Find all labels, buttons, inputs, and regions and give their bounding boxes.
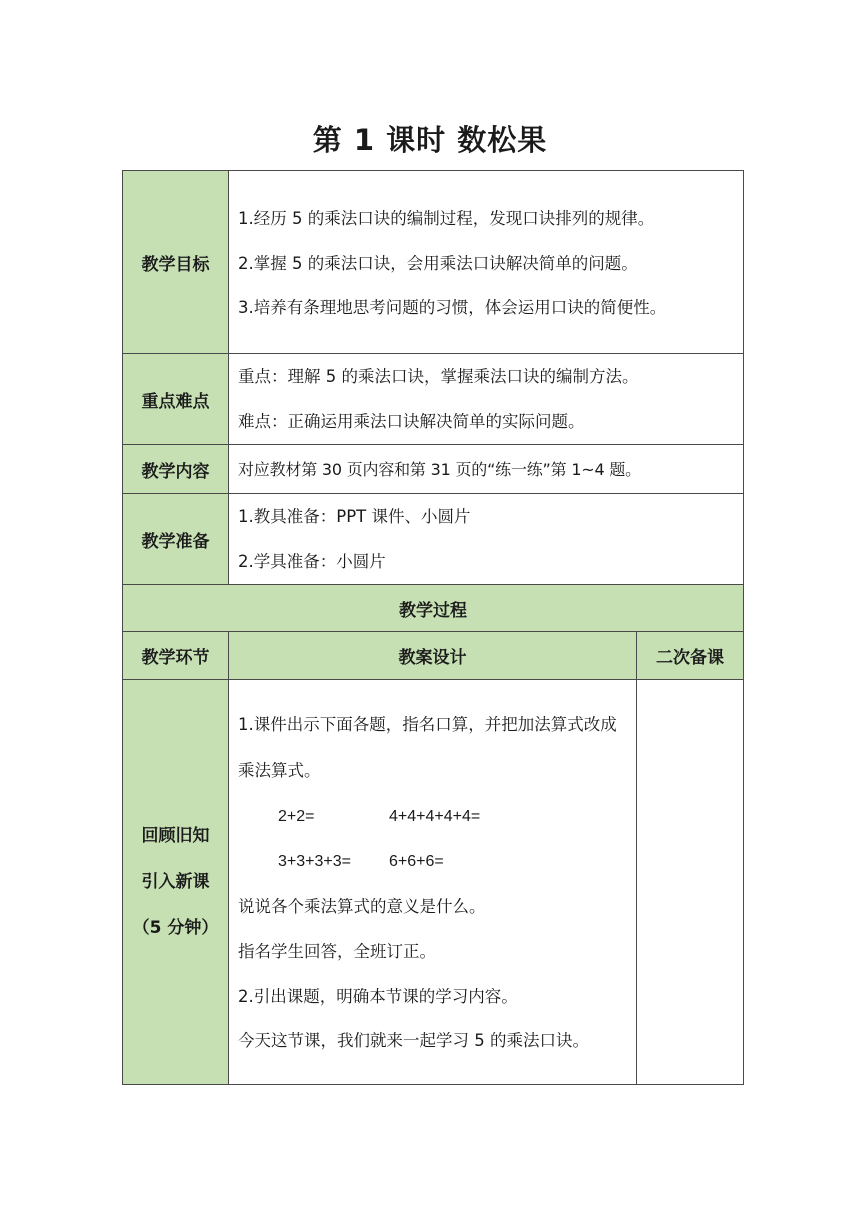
column-stage: 教学环节: [123, 632, 229, 680]
preparation-row: [123, 494, 744, 585]
key-points-label: 重点难点: [123, 354, 229, 445]
stage-label-line: 引入新课: [141, 872, 210, 892]
design-line: 1.课件出示下面各题，指名口算，并把加法算式改成乘法算式。: [238, 714, 617, 780]
lesson-plan-table: [122, 170, 744, 1085]
stage-label-line: （5 分钟）: [132, 918, 219, 938]
column-revision: 二次备课: [637, 632, 744, 680]
objective-item: 1.经历 5 的乘法口诀的编制过程，发现口诀排列的规律。: [238, 208, 655, 228]
page-title: 第 1 课时 数松果: [312, 123, 548, 157]
stage-review-row: [123, 680, 744, 1085]
objective-item: 2.掌握 5 的乘法口诀，会用乘法口诀解决简单的问题。: [238, 253, 638, 273]
objective-item: 3.培养有条理地思考问题的习惯，体会运用口诀的简便性。: [238, 297, 667, 317]
process-header: 教学过程: [123, 585, 744, 632]
formula: 6+6+6=: [389, 852, 444, 870]
difficulty-item: 难点：正确运用乘法口诀解决简单的实际问题。: [238, 412, 585, 431]
process-header-row: [123, 585, 744, 632]
stage-review-label: [123, 680, 229, 1085]
design-line: 指名学生回答，全班订正。: [238, 941, 436, 961]
objectives-label: 教学目标: [123, 171, 229, 354]
preparation-item: 1.教具准备：PPT 课件、小圆片: [238, 507, 471, 526]
objectives-content: [229, 171, 744, 354]
design-line: 今天这节课，我们就来一起学习 5 的乘法口诀。: [238, 1030, 589, 1050]
objectives-row: [123, 171, 744, 354]
content-row: [123, 445, 744, 494]
process-columns-row: [123, 632, 744, 680]
formula-row: [238, 794, 630, 839]
preparation-label: 教学准备: [123, 494, 229, 585]
key-points-row: [123, 354, 744, 445]
stage-review-revision: [637, 680, 744, 1085]
design-line: 说说各个乘法算式的意义是什么。: [238, 896, 486, 916]
formula: 3+3+3+3=: [278, 852, 351, 870]
key-points-content: [229, 354, 744, 445]
preparation-content: [229, 494, 744, 585]
formula: 2+2=: [278, 807, 315, 825]
content-label: 教学内容: [123, 445, 229, 494]
key-point-item: 重点：理解 5 的乘法口诀，掌握乘法口诀的编制方法。: [238, 367, 639, 386]
design-line: 2.引出课题，明确本节课的学习内容。: [238, 986, 518, 1006]
stage-review-design: [229, 680, 637, 1085]
formula-row: [238, 839, 630, 884]
content-text: 对应教材第 30 页内容和第 31 页的“练一练”第 1~4 题。: [229, 445, 744, 494]
preparation-item: 2.学具准备：小圆片: [238, 552, 386, 571]
column-design: 教案设计: [229, 632, 637, 680]
stage-label-line: 回顾旧知: [141, 826, 210, 846]
formula: 4+4+4+4+4=: [389, 807, 481, 825]
